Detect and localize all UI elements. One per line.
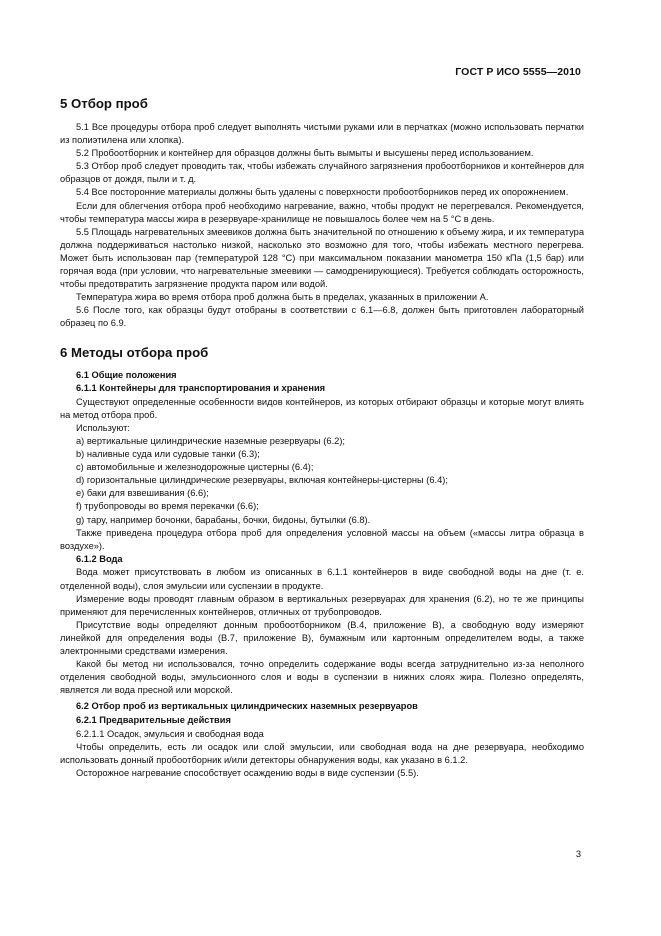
list-item: c) автомобильные и железнодорожные цистерны (6.4); — [76, 462, 314, 473]
page-number: 3 — [575, 849, 581, 859]
paragraph: Вода может присутствовать в любом из описанных в 6.1.1 контейнеров в виде свободной воды на дне (т. е. отделенной воды), слоя эмульсии или суспензии в продукте. — [60, 567, 584, 591]
paragraph: 6.2.1.1 Осадок, эмульсия и свободная вода — [76, 728, 264, 739]
paragraph: Какой бы метод ни использовался, точно определить содержание воды всегда затруднительно из-за неполного отделения свободной воды, эмульсионного слоя и воды в суспензии в нижних слоях жира. Полезно определять, является ли вода пресной или морской. — [60, 659, 584, 696]
list-item: e) баки для взвешивания (6.6); — [76, 488, 209, 499]
list-item: f) трубопроводы во время перекачки (6.6); — [76, 501, 259, 512]
subsection-heading: 6.2 Отбор проб из вертикальных цилиндрических наземных резервуаров — [76, 701, 418, 712]
paragraph: Также приведена процедура отбора проб для определения условной массы на объем («массы литра образца в воздухе»). — [60, 527, 584, 551]
running-header: ГОСТ Р ИСО 5555—2010 — [455, 66, 581, 78]
paragraph: 5.1 Все процедуры отбора проб следует выполнять чистыми руками или в перчатках (можно использовать перчатки из полиэтилена или хлопка). — [60, 122, 584, 146]
subsection-heading: 6.2.1 Предварительные действия — [76, 714, 231, 725]
paragraph: Температура жира во время отбора проб должна быть в пределах, указанных в приложении А. — [76, 292, 489, 303]
section-heading-5: 5 Отбор проб — [60, 96, 148, 111]
list-item: d) горизонтальные цилиндрические резервуары, включая контейнеры-цистерны (6.4); — [76, 475, 448, 486]
paragraph: 5.5 Площадь нагревательных змеевиков должна быть значительной по отношению к объему жира, и их температура должна поддерживаться настолько низкой, насколько это возможно для того, чтобы избежать местного перегрева. Может быть использован пар (температурой 128 °С) при максимальном показании манометра 150 кПа (1,5 бар) или горячая вода (при условии, что нагревательные змеевики — самодренирующиеся). Требуется соблюдать осторожность, чтобы предотвратить загрязнение продукта паром или водой. — [60, 226, 584, 290]
section-heading-6: 6 Методы отбора проб — [60, 344, 209, 360]
paragraph: Если для облегчения отбора проб необходимо нагревание, важно, чтобы продукт не перегревался. Рекомендуется, чтобы температура массы жира в резервуаре-хранилище не повышалось более чем на 5 °С в день. — [60, 200, 584, 224]
subsection-heading: 6.1.1 Контейнеры для транспортирования и хранения — [76, 383, 326, 394]
paragraph: Измерение воды проводят главным образом в вертикальных резервуарах для хранения (6.2), но те же принципы применяют для перечисленных контейнеров, отличных от трубопроводов. — [60, 593, 584, 617]
list-item: b) наливные суда или судовые танки (6.3); — [76, 449, 260, 460]
paragraph: Существуют определенные особенности видов контейнеров, из которых отбирают образцы и которые могут влиять на метод отбора проб. — [60, 396, 584, 420]
paragraph: Осторожное нагревание способствует осаждению воды в виде суспензии (5.5). — [76, 767, 419, 778]
paragraph: Используют: — [76, 422, 131, 433]
list-item: a) вертикальные цилиндрические наземные резервуары (6.2); — [76, 435, 345, 446]
paragraph: Присутствие воды определяют донным пробоотборником (В.4, приложение В), а свободную воду измеряют линейкой для определения воды (В.7, приложение В), бумажным или картонным определителем воды, а также электронными средствами измерения. — [60, 619, 584, 656]
subsection-heading: 6.1.2 Вода — [76, 553, 123, 564]
subsection-heading: 6.1 Общие положения — [76, 369, 177, 380]
paragraph: 5.6 После того, как образцы будут отобраны в соответствии с 6.1—6.8, должен быть приготовлен лабораторный образец по 6.9. — [60, 305, 584, 329]
list-item: g) тару, например бочонки, барабаны, бочки, бидоны, бутылки (6.8). — [76, 514, 371, 525]
paragraph: 5.4 Все посторонние материалы должны быть удалены с поверхности пробоотборников перед их опорожнением. — [76, 187, 569, 198]
paragraph: 5.3 Отбор проб следует проводить так, чтобы избежать случайного загрязнения пробоотборников и контейнеров для образцов от дождя, пыли и т. д. — [60, 161, 584, 185]
paragraph: 5.2 Пробоотборник и контейнер для образцов должны быть вымыты и высушены перед использованием. — [76, 148, 534, 159]
paragraph: Чтобы определить, есть ли осадок или слой эмульсии, или свободная вода на дне резервуара, необходимо использовать донный пробоотборник и/или детекторы обнаружения воды, как указано в 6.1.2. — [60, 741, 584, 765]
page-body — [60, 96, 584, 780]
